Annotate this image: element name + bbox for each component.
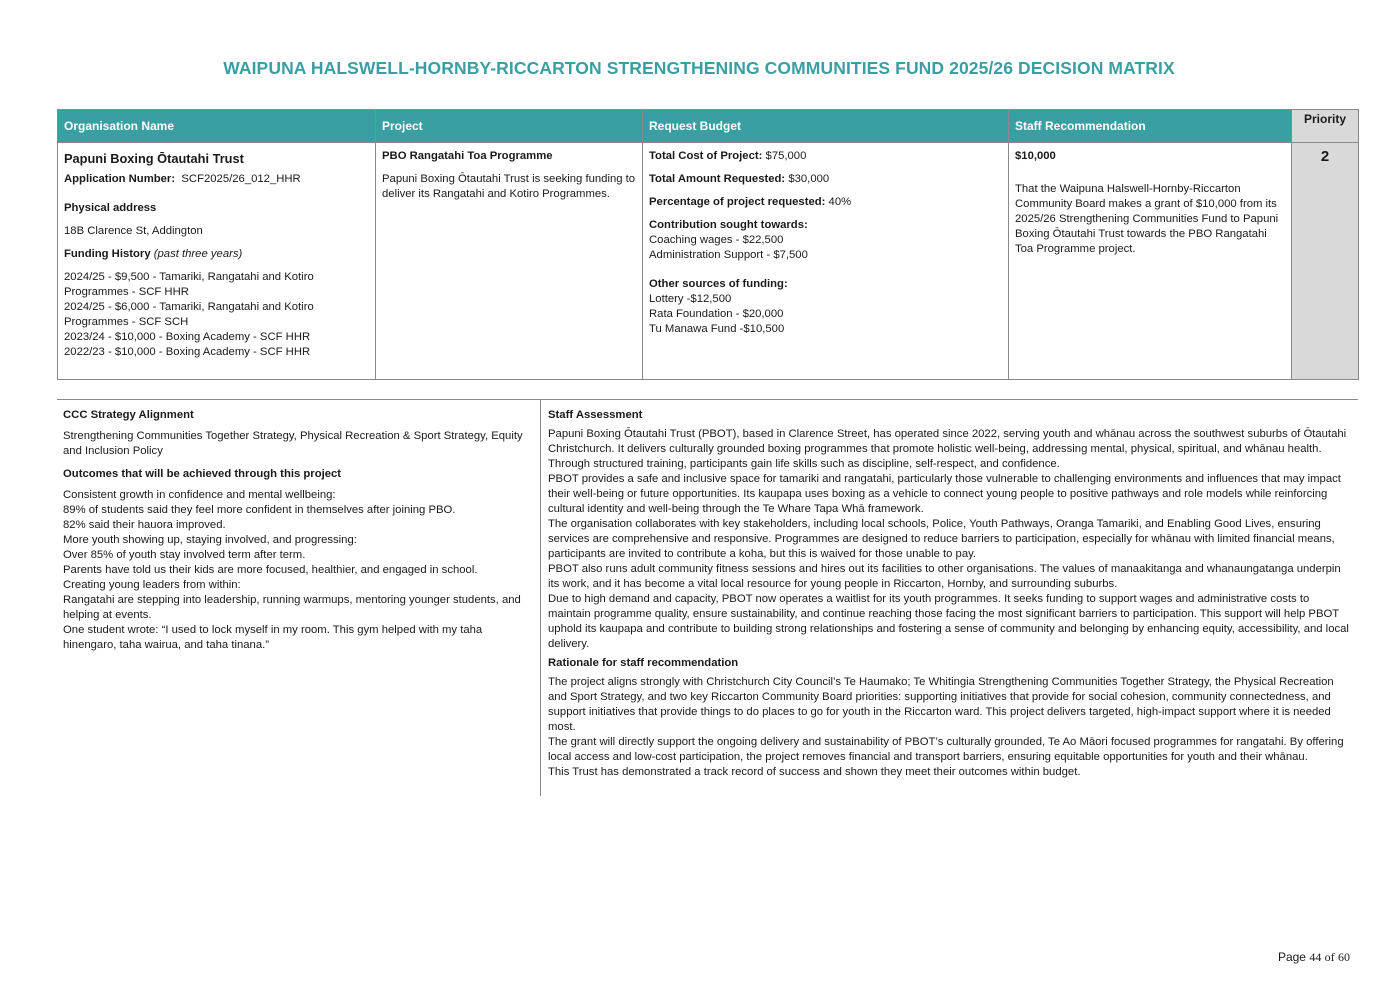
other-source-item: Rata Foundation - $20,000 bbox=[649, 308, 784, 320]
physical-address-label: Physical address bbox=[64, 202, 157, 214]
funding-history-label: Funding History (past three years) bbox=[64, 248, 243, 260]
strategy-text: Strengthening Communities Together Strategy, Physical Recreation & Sport Strategy, Equity and Inclusion Policy bbox=[63, 430, 523, 457]
staff-recommendation-cell bbox=[1009, 143, 1292, 380]
other-sources-label: Other sources of funding: bbox=[649, 278, 788, 290]
outcome-line: Consistent growth in confidence and mental wellbeing: bbox=[63, 489, 336, 501]
budget-cell bbox=[643, 143, 1009, 380]
assessment-paragraph: Papuni Boxing Ōtautahi Trust (PBOT), based in Clarence Street, has operated since 2022, serving youth and whānau across the southwest suburbs of Ōtautahi Christchurch. It delivers culturally grounded boxing programmes that promote holistic well-being, addressing mental, physical, spiritual, and whānau health. Through structured training, participants gain life skills such as discipline, self-respect, and confidence. bbox=[548, 428, 1347, 470]
outcomes-list bbox=[63, 488, 534, 653]
outcome-line: Over 85% of youth stay involved term after term. bbox=[63, 549, 306, 561]
outcome-line: Parents have told us their kids are more focused, healthier, and engaged in school. bbox=[63, 564, 478, 576]
strategy-heading: CCC Strategy Alignment bbox=[63, 409, 194, 421]
staff-assessment-body bbox=[548, 427, 1352, 652]
project-description: Papuni Boxing Ōtautahi Trust is seeking funding to deliver its Rangatahi and Kotiro Programmes. bbox=[382, 173, 636, 200]
recommended-amount: $10,000 bbox=[1015, 150, 1056, 162]
funding-history-item: 2024/25 - $6,000 - Tamariki, Rangatahi and Kotiro Programmes - SCF SCH bbox=[64, 301, 314, 328]
assessment-paragraph: PBOT provides a safe and inclusive space for tamariki and rangatahi, particularly those vulnerable to challenging environments and influences that may impact their well-being or future opportunities. Its kaupapa uses boxing as a vehicle to connect young people to positive pathways and role models while reinforcing cultural identity and well-being through the Te Whare Tapa Whā framework. bbox=[548, 473, 1341, 515]
outcome-line: 89% of students said they feel more confident in themselves after joining PBO. bbox=[63, 504, 456, 516]
outcome-line: One student wrote: “I used to lock myself in my room. This gym helped with my taha hinengaro, taha wairua, and taha tinana.” bbox=[63, 624, 483, 651]
rationale-body bbox=[548, 675, 1352, 780]
strategy-outcomes-column bbox=[57, 400, 541, 796]
funding-history-item: 2022/23 - $10,000 - Boxing Academy - SCF HHR bbox=[64, 346, 311, 358]
recommendation-text: That the Waipuna Halswell-Hornby-Riccarton Community Board makes a grant of $10,000 from its 2025/26 Strengthening Communities Fund to Papuni Boxing Ōtautahi Trust towards the PBO Rangatahi Toa Programme project. bbox=[1015, 183, 1279, 255]
organisation-cell bbox=[58, 143, 376, 380]
funding-history-list bbox=[64, 270, 369, 360]
outcome-line: Rangatahi are stepping into leadership, running warmups, mentoring younger students, and helping at events. bbox=[63, 594, 521, 621]
header-request-budget: Request Budget bbox=[643, 110, 1009, 143]
header-priority: Priority bbox=[1292, 110, 1359, 143]
outcome-line: More youth showing up, staying involved, and progressing: bbox=[63, 534, 357, 546]
page-number: Page 44 of 60 bbox=[1277, 950, 1350, 964]
page-title: WAIPUNA HALSWELL-HORNBY-RICCARTON STRENGTHENING COMMUNITIES FUND 2025/26 DECISION MATRIX bbox=[223, 58, 1175, 78]
total-requested: Total Amount Requested: $30,000 bbox=[649, 173, 830, 185]
decision-matrix-table bbox=[57, 109, 1359, 380]
rationale-heading: Rationale for staff recommendation bbox=[548, 657, 739, 669]
assessment-paragraph: PBOT also runs adult community fitness sessions and hires out its facilities to other organisations. The values of manaakitanga and whanaungatanga underpin its work, and it has become a vital local resource for young people in Riccarton, Hornby, and surrounding suburbs. bbox=[548, 563, 1341, 590]
table-row bbox=[58, 143, 1359, 380]
staff-assessment-heading: Staff Assessment bbox=[548, 409, 643, 421]
other-source-item: Lottery -$12,500 bbox=[649, 293, 732, 305]
header-organisation-name: Organisation Name bbox=[58, 110, 376, 143]
rationale-paragraph: This Trust has demonstrated a track record of success and shown they meet their outcomes within budget. bbox=[548, 766, 1081, 778]
physical-address: 18B Clarence St, Addington bbox=[64, 225, 203, 237]
assessment-section bbox=[57, 399, 1358, 796]
total-cost: Total Cost of Project: $75,000 bbox=[649, 150, 807, 162]
priority-value: 2 bbox=[1292, 143, 1359, 380]
assessment-paragraph: The organisation collaborates with key stakeholders, including local schools, Police, Youth Pathways, Oranga Tamariki, and Enabling Good Lives, ensuring services are comprehensive and responsive. Programmes are designed to reduce barriers to participation, especially for whānau with limited financial means, participants are invited to contribute a koha, but this is waived for those unable to pay. bbox=[548, 518, 1335, 560]
contribution-item: Coaching wages - $22,500 bbox=[649, 234, 784, 246]
contribution-label: Contribution sought towards: bbox=[649, 219, 808, 231]
outcomes-heading: Outcomes that will be achieved through this project bbox=[63, 468, 342, 480]
organisation-name: Papuni Boxing Ōtautahi Trust bbox=[64, 151, 244, 166]
percentage-requested: Percentage of project requested: 40% bbox=[649, 196, 852, 208]
funding-history-item: 2023/24 - $10,000 - Boxing Academy - SCF HHR bbox=[64, 331, 311, 343]
assessment-paragraph: Due to high demand and capacity, PBOT now operates a waitlist for its youth programmes. It seeks funding to support wages and administrative costs to maintain programme quality, ensure sustainability, and continue reaching those facing the most significant barriers to participation. This support will help PBOT uphold its kaupapa and contribute to building strong relationships and fostering a sense of community and belonging by enhancing equity, accessibility, and local delivery. bbox=[548, 593, 1349, 650]
application-number: Application Number: SCF2025/26_012_HHR bbox=[64, 173, 301, 185]
rationale-paragraph: The grant will directly support the ongoing delivery and sustainability of PBOT’s culturally grounded, Te Ao Māori focused programmes for rangatahi. By offering local access and low-cost participation, the project removes financial and transport barriers, ensuring equitable opportunities for youth and their whānau. bbox=[548, 736, 1344, 763]
header-staff-recommendation: Staff Recommendation bbox=[1009, 110, 1292, 143]
funding-history-item: 2024/25 - $9,500 - Tamariki, Rangatahi and Kotiro Programmes - SCF HHR bbox=[64, 271, 314, 298]
staff-assessment-column bbox=[542, 400, 1358, 788]
project-name: PBO Rangatahi Toa Programme bbox=[382, 150, 553, 162]
table-header-row bbox=[58, 110, 1359, 143]
contribution-item: Administration Support - $7,500 bbox=[649, 249, 808, 261]
header-project: Project bbox=[376, 110, 643, 143]
outcome-line: 82% said their hauora improved. bbox=[63, 519, 226, 531]
rationale-paragraph: The project aligns strongly with Christchurch City Council’s Te Haumako; Te Whitingia Strengthening Communities Together Strategy, the Physical Recreation and Sport Strategy, and two key Riccarton Community Board priorities: supporting initiatives that provide for social cohesion, community connectedness, and support initiatives that provide things to do places to go for youth in the Riccarton ward. This project delivers targeted, high-impact support where it is needed most. bbox=[548, 676, 1334, 733]
other-source-item: Tu Manawa Fund -$10,500 bbox=[649, 323, 785, 335]
project-cell bbox=[376, 143, 643, 380]
outcome-line: Creating young leaders from within: bbox=[63, 579, 241, 591]
